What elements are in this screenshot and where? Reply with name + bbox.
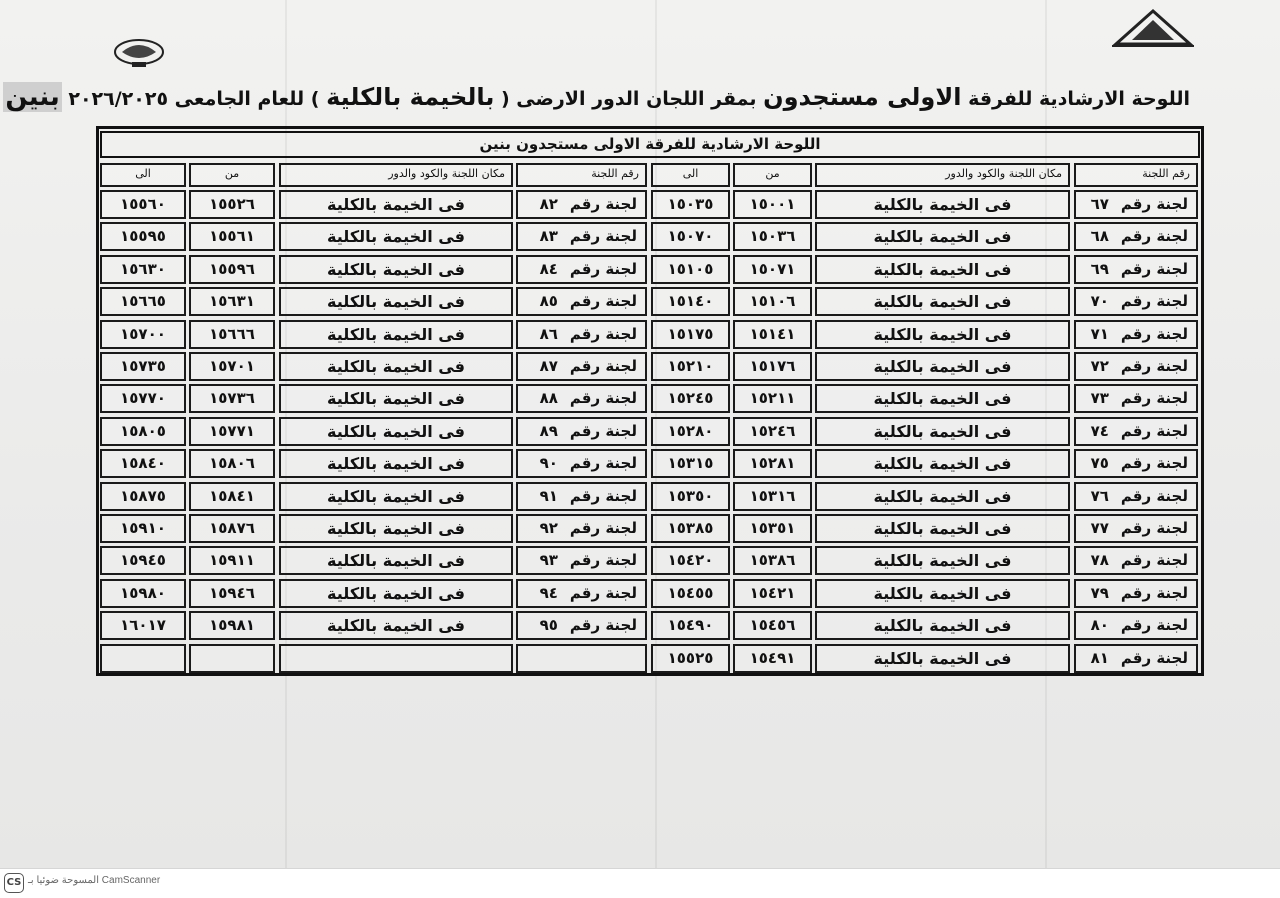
committee-label: لجنة رقم bbox=[1120, 260, 1188, 278]
committee-number: ٩٠ bbox=[539, 454, 558, 472]
committee-label: لجنة رقم bbox=[569, 551, 637, 569]
column-header-from: من bbox=[189, 163, 275, 187]
range-from-cell: ١٥٠٣٦ bbox=[733, 222, 812, 251]
location-cell: فى الخيمة بالكلية bbox=[279, 417, 513, 446]
range-to-cell: ١٥٩٨٠ bbox=[100, 579, 186, 608]
committee-cell bbox=[516, 546, 647, 575]
board-title: اللوحة الارشادية للفرقة الاولى مستجدون بنين bbox=[100, 131, 1200, 158]
location-cell: فى الخيمة بالكلية bbox=[815, 287, 1070, 316]
range-to-cell: ١٥١٧٥ bbox=[651, 320, 730, 349]
committee-number: ٨٤ bbox=[539, 260, 558, 278]
committee-label: لجنة رقم bbox=[569, 195, 637, 213]
range-from-cell: ١٥٥٢٦ bbox=[189, 190, 275, 219]
range-from-cell: ١٥٤٢١ bbox=[733, 579, 812, 608]
committee-label: لجنة رقم bbox=[1120, 551, 1188, 569]
range-to-cell: ١٥٩١٠ bbox=[100, 514, 186, 543]
location-cell: فى الخيمة بالكلية bbox=[815, 320, 1070, 349]
range-to-cell: ١٥٦٦٥ bbox=[100, 287, 186, 316]
committee-cell bbox=[1074, 546, 1198, 575]
committee-label: لجنة رقم bbox=[1120, 454, 1188, 472]
range-from-cell: ١٥٢١١ bbox=[733, 384, 812, 413]
range-to-cell: ١٥٣٨٥ bbox=[651, 514, 730, 543]
range-to-cell: ١٥٢٨٠ bbox=[651, 417, 730, 446]
committee-number: ٩٥ bbox=[539, 616, 558, 634]
committee-cell bbox=[1074, 514, 1198, 543]
committee-cell bbox=[1074, 352, 1198, 381]
range-to-cell: ١٥٣١٥ bbox=[651, 449, 730, 478]
committee-label: لجنة رقم bbox=[569, 227, 637, 245]
location-cell: فى الخيمة بالكلية bbox=[279, 255, 513, 284]
committee-cell bbox=[1074, 579, 1198, 608]
committee-cell bbox=[1074, 384, 1198, 413]
committee-cell bbox=[1074, 417, 1198, 446]
committee-label: لجنة رقم bbox=[1120, 357, 1188, 375]
committee-number: ٨٢ bbox=[539, 195, 558, 213]
column-header-place: مكان اللجنة والكود والدور bbox=[279, 163, 513, 187]
column-header-no: رقم اللجنة bbox=[1074, 163, 1198, 187]
committee-cell bbox=[516, 579, 647, 608]
table-cell-empty bbox=[189, 644, 275, 673]
location-cell: فى الخيمة بالكلية bbox=[815, 190, 1070, 219]
heading-part: اللوحة الارشادية للفرقة bbox=[968, 88, 1190, 110]
committee-cell bbox=[516, 514, 647, 543]
range-from-cell: ١٥٣٨٦ bbox=[733, 546, 812, 575]
heading-part: الاولى مستجدون bbox=[763, 83, 962, 111]
range-to-cell: ١٥١٠٥ bbox=[651, 255, 730, 284]
committee-label: لجنة رقم bbox=[569, 487, 637, 505]
range-to-cell: ١٥١٤٠ bbox=[651, 287, 730, 316]
committee-number: ٨٨ bbox=[539, 389, 558, 407]
committee-number: ٩١ bbox=[539, 487, 558, 505]
committee-label: لجنة رقم bbox=[1120, 519, 1188, 537]
range-from-cell: ١٥٤٩١ bbox=[733, 644, 812, 673]
committee-label: لجنة رقم bbox=[1120, 227, 1188, 245]
range-to-cell: ١٥٧٣٥ bbox=[100, 352, 186, 381]
range-from-cell: ١٥٦٣١ bbox=[189, 287, 275, 316]
committee-number: ٩٢ bbox=[539, 519, 558, 537]
range-to-cell: ١٥٤٩٠ bbox=[651, 611, 730, 640]
range-to-cell: ١٥٣٥٠ bbox=[651, 482, 730, 511]
location-cell: فى الخيمة بالكلية bbox=[279, 287, 513, 316]
scanner-credit: المسوحة ضوئيا بـ CamScanner bbox=[28, 875, 161, 886]
committee-label: لجنة رقم bbox=[1120, 422, 1188, 440]
range-to-cell: ١٦٠١٧ bbox=[100, 611, 186, 640]
location-cell: فى الخيمة بالكلية bbox=[279, 190, 513, 219]
committee-label: لجنة رقم bbox=[1120, 389, 1188, 407]
location-cell: فى الخيمة بالكلية bbox=[279, 384, 513, 413]
range-from-cell: ١٥١٠٦ bbox=[733, 287, 812, 316]
committee-number: ٧٠ bbox=[1090, 292, 1109, 310]
range-to-cell: ١٥٨٠٥ bbox=[100, 417, 186, 446]
location-cell: فى الخيمة بالكلية bbox=[279, 611, 513, 640]
range-to-cell: ١٥٥٦٠ bbox=[100, 190, 186, 219]
heading-part: بمقر اللجان الدور الارضى ( bbox=[500, 88, 757, 110]
committee-label: لجنة رقم bbox=[1120, 649, 1188, 667]
location-cell: فى الخيمة بالكلية bbox=[815, 222, 1070, 251]
committee-number: ٧٩ bbox=[1090, 584, 1109, 602]
committee-number: ٨٦ bbox=[539, 325, 558, 343]
column-header-no: رقم اللجنة bbox=[516, 163, 647, 187]
range-to-cell: ١٥٢٤٥ bbox=[651, 384, 730, 413]
committee-cell bbox=[1074, 255, 1198, 284]
committee-cell bbox=[1074, 190, 1198, 219]
column-header-place: مكان اللجنة والكود والدور bbox=[815, 163, 1070, 187]
location-cell: فى الخيمة بالكلية bbox=[815, 546, 1070, 575]
range-to-cell: ١٥٢١٠ bbox=[651, 352, 730, 381]
committee-cell bbox=[516, 449, 647, 478]
column-header-to: الى bbox=[100, 163, 186, 187]
committee-number: ٨٠ bbox=[1090, 616, 1109, 634]
committee-number: ٩٤ bbox=[539, 584, 558, 602]
range-to-cell: ١٥٨٤٠ bbox=[100, 449, 186, 478]
committee-cell bbox=[516, 417, 647, 446]
location-cell: فى الخيمة بالكلية bbox=[279, 579, 513, 608]
committee-number: ٨٧ bbox=[539, 357, 558, 375]
committee-number: ٨٥ bbox=[539, 292, 558, 310]
committee-cell bbox=[516, 222, 647, 251]
committee-number: ٧٥ bbox=[1090, 454, 1109, 472]
page-heading bbox=[5, 80, 1190, 114]
committee-number: ٨٣ bbox=[539, 227, 558, 245]
range-from-cell: ١٥٨٠٦ bbox=[189, 449, 275, 478]
location-cell: فى الخيمة بالكلية bbox=[815, 482, 1070, 511]
committee-label: لجنة رقم bbox=[1120, 292, 1188, 310]
committee-cell bbox=[1074, 449, 1198, 478]
committee-cell bbox=[1074, 482, 1198, 511]
range-from-cell: ١٥٣١٦ bbox=[733, 482, 812, 511]
heading-part: بنين bbox=[5, 82, 60, 112]
range-to-cell: ١٥٧٧٠ bbox=[100, 384, 186, 413]
range-to-cell: ١٥٧٠٠ bbox=[100, 320, 186, 349]
pyramid-logo-icon bbox=[1112, 8, 1194, 48]
committee-label: لجنة رقم bbox=[569, 616, 637, 634]
committee-number: ٨٩ bbox=[539, 422, 558, 440]
range-to-cell: ١٥٩٤٥ bbox=[100, 546, 186, 575]
range-from-cell: ١٥١٧٦ bbox=[733, 352, 812, 381]
committee-cell bbox=[1074, 320, 1198, 349]
range-from-cell: ١٥٦٦٦ bbox=[189, 320, 275, 349]
committee-cell bbox=[516, 287, 647, 316]
committee-label: لجنة رقم bbox=[1120, 616, 1188, 634]
committee-number: ٧١ bbox=[1090, 325, 1109, 343]
committee-number: ٧٧ bbox=[1090, 519, 1109, 537]
location-cell: فى الخيمة بالكلية bbox=[279, 352, 513, 381]
table-cell-empty bbox=[279, 644, 513, 673]
committee-label: لجنة رقم bbox=[1120, 487, 1188, 505]
table-cell-empty bbox=[516, 644, 647, 673]
range-to-cell: ١٥٥٢٥ bbox=[651, 644, 730, 673]
location-cell: فى الخيمة بالكلية bbox=[815, 417, 1070, 446]
committee-number: ٦٧ bbox=[1090, 195, 1109, 213]
location-cell: فى الخيمة بالكلية bbox=[815, 611, 1070, 640]
location-cell: فى الخيمة بالكلية bbox=[815, 255, 1070, 284]
range-from-cell: ١٥٢٤٦ bbox=[733, 417, 812, 446]
location-cell: فى الخيمة بالكلية bbox=[279, 449, 513, 478]
range-from-cell: ١٥٠٧١ bbox=[733, 255, 812, 284]
location-cell: فى الخيمة بالكلية bbox=[279, 514, 513, 543]
committee-label: لجنة رقم bbox=[569, 357, 637, 375]
range-from-cell: ١٥٨٤١ bbox=[189, 482, 275, 511]
range-from-cell: ١٥٧٣٦ bbox=[189, 384, 275, 413]
range-to-cell: ١٥٠٣٥ bbox=[651, 190, 730, 219]
location-cell: فى الخيمة بالكلية bbox=[815, 449, 1070, 478]
committee-label: لجنة رقم bbox=[1120, 584, 1188, 602]
range-to-cell: ١٥٠٧٠ bbox=[651, 222, 730, 251]
location-cell: فى الخيمة بالكلية bbox=[815, 352, 1070, 381]
committee-number: ٧٨ bbox=[1090, 551, 1109, 569]
committee-number: ٧٤ bbox=[1090, 422, 1109, 440]
range-from-cell: ١٥٥٦١ bbox=[189, 222, 275, 251]
table-cell-empty bbox=[100, 644, 186, 673]
heading-part: ) للعام الجامعى ٢٠٢٦/٢٠٢٥ bbox=[68, 88, 320, 110]
committee-cell bbox=[516, 611, 647, 640]
range-from-cell: ١٥٢٨١ bbox=[733, 449, 812, 478]
committee-label: لجنة رقم bbox=[569, 584, 637, 602]
committee-label: لجنة رقم bbox=[569, 325, 637, 343]
range-from-cell: ١٥١٤١ bbox=[733, 320, 812, 349]
range-from-cell: ١٥٧٠١ bbox=[189, 352, 275, 381]
location-cell: فى الخيمة بالكلية bbox=[815, 514, 1070, 543]
range-from-cell: ١٥٩١١ bbox=[189, 546, 275, 575]
committee-cell bbox=[516, 352, 647, 381]
range-from-cell: ١٥٨٧٦ bbox=[189, 514, 275, 543]
range-to-cell: ١٥٥٩٥ bbox=[100, 222, 186, 251]
committee-cell bbox=[516, 190, 647, 219]
committee-number: ٧٦ bbox=[1090, 487, 1109, 505]
range-from-cell: ١٥٣٥١ bbox=[733, 514, 812, 543]
range-from-cell: ١٥٤٥٦ bbox=[733, 611, 812, 640]
committee-cell bbox=[516, 384, 647, 413]
committee-label: لجنة رقم bbox=[1120, 325, 1188, 343]
university-emblem-icon bbox=[112, 36, 166, 70]
committee-number: ٧٢ bbox=[1090, 357, 1109, 375]
committee-cell bbox=[1074, 611, 1198, 640]
committee-number: ٨١ bbox=[1090, 649, 1109, 667]
location-cell: فى الخيمة بالكلية bbox=[279, 482, 513, 511]
location-cell: فى الخيمة بالكلية bbox=[279, 222, 513, 251]
range-to-cell: ١٥٦٣٠ bbox=[100, 255, 186, 284]
column-header-from: من bbox=[733, 163, 812, 187]
committee-cell bbox=[516, 320, 647, 349]
location-cell: فى الخيمة بالكلية bbox=[815, 644, 1070, 673]
range-from-cell: ١٥٩٨١ bbox=[189, 611, 275, 640]
range-to-cell: ١٥٤٢٠ bbox=[651, 546, 730, 575]
range-from-cell: ١٥٧٧١ bbox=[189, 417, 275, 446]
camscanner-logo: CS bbox=[4, 873, 24, 893]
committee-cell bbox=[1074, 644, 1198, 673]
location-cell: فى الخيمة بالكلية bbox=[815, 579, 1070, 608]
location-cell: فى الخيمة بالكلية bbox=[815, 384, 1070, 413]
committee-label: لجنة رقم bbox=[569, 519, 637, 537]
committee-label: لجنة رقم bbox=[569, 389, 637, 407]
range-from-cell: ١٥٥٩٦ bbox=[189, 255, 275, 284]
location-cell: فى الخيمة بالكلية bbox=[279, 320, 513, 349]
range-from-cell: ١٥٩٤٦ bbox=[189, 579, 275, 608]
committee-cell bbox=[1074, 287, 1198, 316]
range-to-cell: ١٥٤٥٥ bbox=[651, 579, 730, 608]
committee-label: لجنة رقم bbox=[569, 260, 637, 278]
heading-part: بالخيمة بالكلية bbox=[326, 83, 495, 111]
committee-number: ٦٩ bbox=[1090, 260, 1109, 278]
committee-label: لجنة رقم bbox=[569, 422, 637, 440]
committee-cell bbox=[1074, 222, 1198, 251]
committee-number: ٩٣ bbox=[539, 551, 558, 569]
committee-label: لجنة رقم bbox=[1120, 195, 1188, 213]
committee-number: ٦٨ bbox=[1090, 227, 1109, 245]
committee-cell bbox=[516, 482, 647, 511]
range-from-cell: ١٥٠٠١ bbox=[733, 190, 812, 219]
committee-cell bbox=[516, 255, 647, 284]
column-header-to: الى bbox=[651, 163, 730, 187]
scanner-footer bbox=[0, 868, 1280, 898]
range-to-cell: ١٥٨٧٥ bbox=[100, 482, 186, 511]
committee-label: لجنة رقم bbox=[569, 292, 637, 310]
location-cell: فى الخيمة بالكلية bbox=[279, 546, 513, 575]
committee-number: ٧٣ bbox=[1090, 389, 1109, 407]
committee-label: لجنة رقم bbox=[569, 454, 637, 472]
